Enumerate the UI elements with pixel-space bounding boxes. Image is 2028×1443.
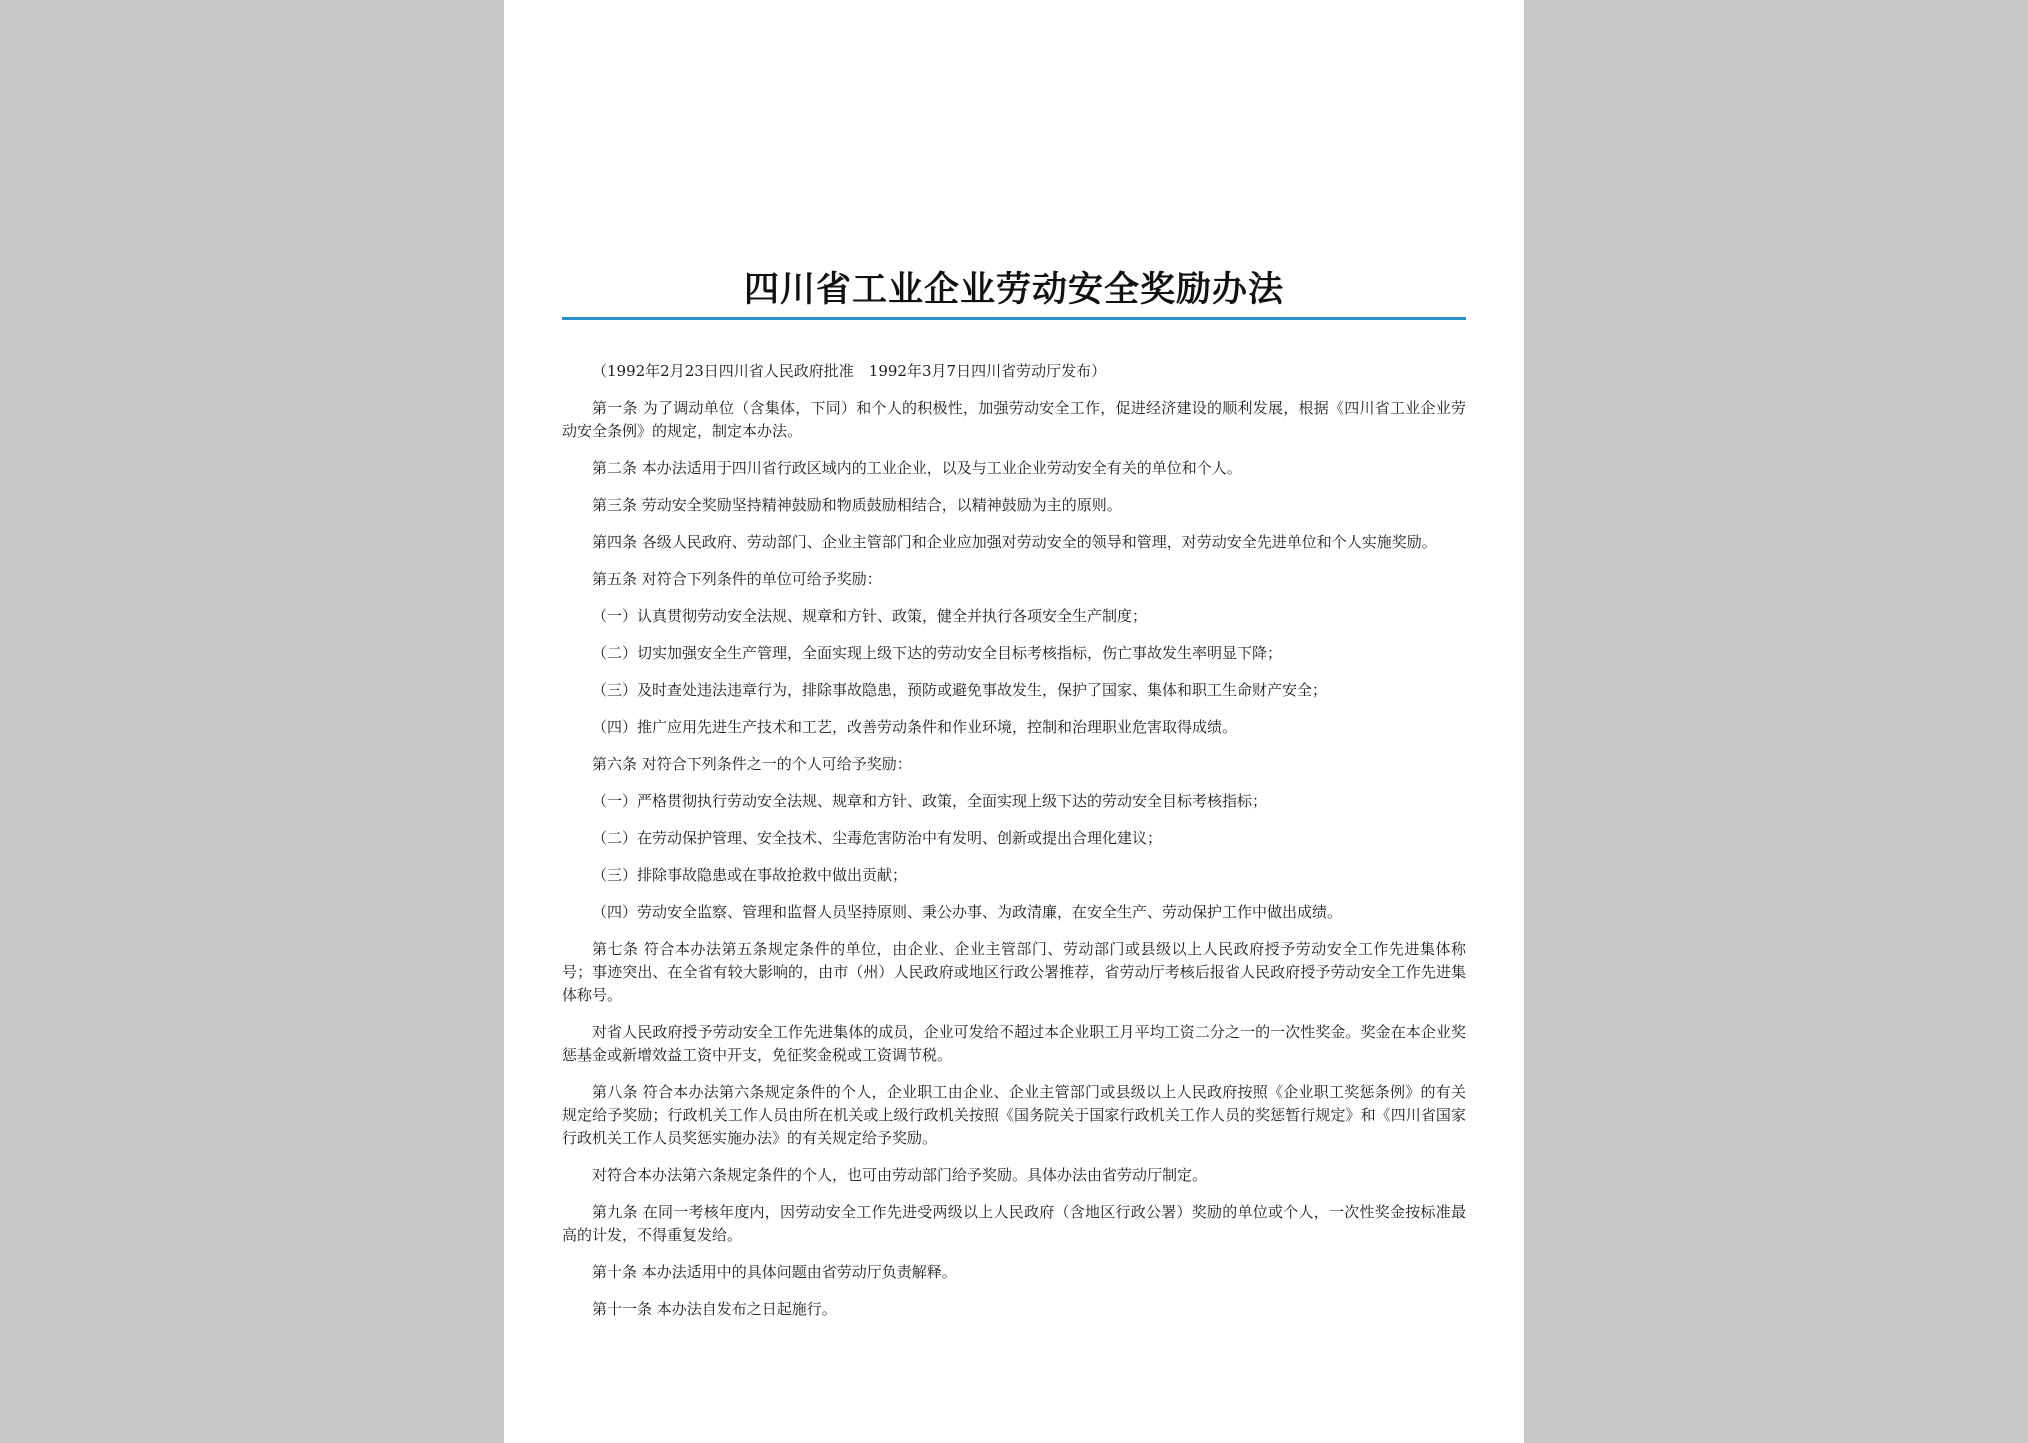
article-6-item-3: （三）排除事故隐患或在事故抢救中做出贡献；: [592, 866, 908, 884]
article-6-item-1: （一）严格贯彻执行劳动安全法规、规章和方针、政策，全面实现上级下达的劳动安全目标考核指标；: [592, 792, 1268, 810]
article-6-item-4: （四）劳动安全监察、管理和监督人员坚持原则、秉公办事、为政清廉，在安全生产、劳动保护工作中做出成绩。: [592, 903, 1343, 921]
document-body: [562, 360, 1466, 1335]
article-10: 第十条 本办法适用中的具体问题由省劳动厅负责解释。: [592, 1263, 957, 1281]
article-5-item-4: （四）推广应用先进生产技术和工艺，改善劳动条件和作业环境，控制和治理职业危害取得成绩。: [592, 718, 1238, 736]
article-2: 第二条 本办法适用于四川省行政区域内的工业企业，以及与工业企业劳动安全有关的单位和个人。: [592, 459, 1242, 477]
article-9: 第九条 在同一考核年度内，因劳动安全工作先进受两级以上人民政府（含地区行政公署）奖励的单位或个人，一次性奖金按标准最高的计发，不得重复发给。: [562, 1203, 1466, 1244]
article-7: 第七条 符合本办法第五条规定条件的单位，由企业、企业主管部门、劳动部门或县级以上人民政府授予劳动安全工作先进集体称号；事迹突出、在全省有较大影响的，由市（州）人民政府或地区行政公署推荐，省劳动厅考核后报省人民政府授予劳动安全工作先进集体称号。: [562, 940, 1466, 1004]
article-5-item-2: （二）切实加强安全生产管理，全面实现上级下达的劳动安全目标考核指标，伤亡事故发生率明显下降；: [592, 644, 1283, 662]
article-5-item-3: （三）及时查处违法违章行为，排除事故隐患，预防或避免事故发生，保护了国家、集体和职工生命财产安全；: [592, 681, 1328, 699]
article-4: 第四条 各级人民政府、劳动部门、企业主管部门和企业应加强对劳动安全的领导和管理，对劳动安全先进单位和个人实施奖励。: [592, 533, 1437, 551]
article-3: 第三条 劳动安全奖励坚持精神鼓励和物质鼓励相结合，以精神鼓励为主的原则。: [592, 496, 1122, 514]
article-5: 第五条 对符合下列条件的单位可给予奖励：: [592, 570, 882, 588]
document-page: [504, 0, 1524, 1443]
title-divider: [562, 317, 1466, 320]
document-subtitle: （1992年2月23日四川省人民政府批准 1992年3月7日四川省劳动厅发布）: [592, 362, 1107, 380]
article-6-item-2: （二）在劳动保护管理、安全技术、尘毒危害防治中有发明、创新或提出合理化建议；: [592, 829, 1163, 847]
document-title: 四川省工业企业劳动安全奖励办法: [743, 270, 1284, 310]
article-5-item-1: （一）认真贯彻劳动安全法规、规章和方针、政策，健全并执行各项安全生产制度；: [592, 607, 1148, 625]
article-7-supplement: 对省人民政府授予劳动安全工作先进集体的成员，企业可发给不超过本企业职工月平均工资二分之一的一次性奖金。奖金在本企业奖惩基金或新增效益工资中开支，免征奖金税或工资调节税。: [562, 1023, 1466, 1064]
article-6: 第六条 对符合下列条件之一的个人可给予奖励：: [592, 755, 912, 773]
article-11: 第十一条 本办法自发布之日起施行。: [592, 1300, 837, 1318]
article-8: 第八条 符合本办法第六条规定条件的个人，企业职工由企业、企业主管部门或县级以上人民政府按照《企业职工奖惩条例》的有关规定给予奖励；行政机关工作人员由所在机关或上级行政机关按照《国务院关于国家行政机关工作人员的奖惩暂行规定》和《四川省国家行政机关工作人员奖惩实施办法》的有关规定给予奖励。: [562, 1083, 1466, 1147]
article-1: 第一条 为了调动单位（含集体，下同）和个人的积极性，加强劳动安全工作，促进经济建设的顺利发展，根据《四川省工业企业劳动安全条例》的规定，制定本办法。: [562, 399, 1466, 440]
article-8-supplement: 对符合本办法第六条规定条件的个人，也可由劳动部门给予奖励。具体办法由省劳动厅制定。: [592, 1166, 1208, 1184]
